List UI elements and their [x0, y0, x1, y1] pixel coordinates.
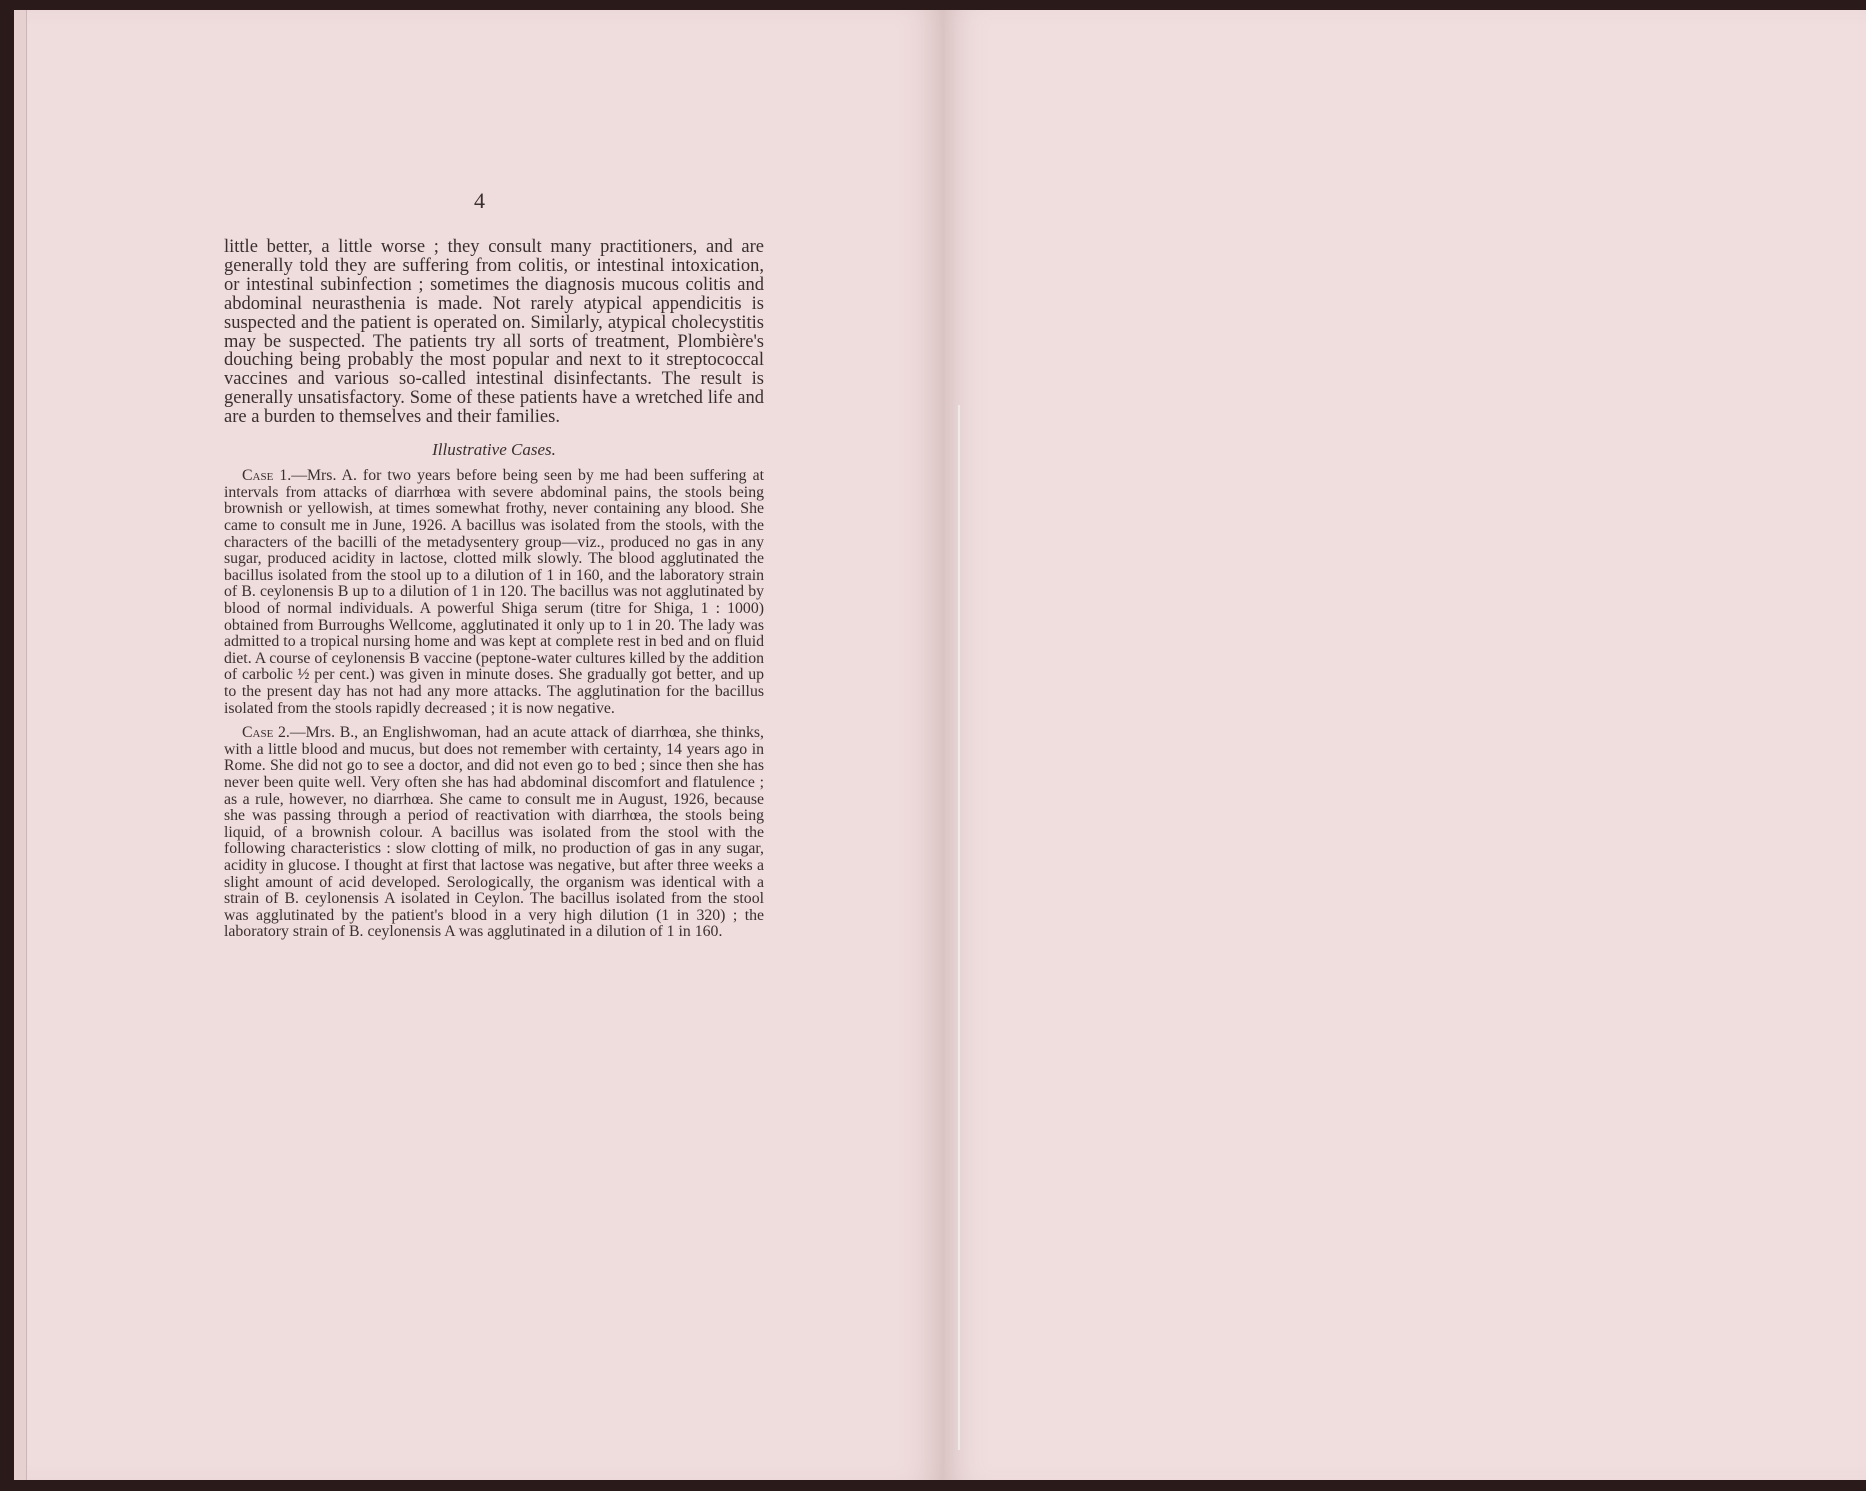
- case-2-text: —Mrs. B., an Englishwoman, had an acute attack of diarrhœa, she thinks, with a little blood and mucus, but does not remember with certainty, 14 years ago in Rome. She did not go to see a doctor, and did not even go to bed ; since then she has never been quite well. Very often she has had abdominal discomfort and flatulence ; as a rule, however, no diarrhœa. She came to consult me in August, 1926, because she was passing through a period of reactivation with diarrhœa, the stools being liquid, of a brownish colour. A bacillus was isolated from the stool with the following characteristics : slow clotting of milk, no production of gas in any sugar, acidity in glucose. I thought at first that lactose was negative, but after three weeks a slight amount of acid developed. Serologically, the organism was identical with a strain of B. ceylonensis A isolated in Ceylon. The bacillus isolated from the stool was agglutinated by the patient's blood in a very high dilution (1 in 320) ; the laboratory strain of B. ceylonensis A was agglutinated in a dilution of 1 in 160.: [224, 724, 764, 941]
- book-spread: [14, 10, 1866, 1480]
- binding-stitch: [957, 405, 961, 1450]
- page-number: 4: [474, 188, 485, 213]
- page-edge: [14, 10, 27, 1480]
- case-1-text: —Mrs. A. for two years before being seen by me had been suffering at intervals from attacks of diarrhœa with severe abdominal pains, the stools being brownish or yellowish, at times somewhat frothy, never containing any blood. She came to consult me in June, 1926. A bacillus was isolated from the stools, with the characters of the bacilli of the metadysentery group—viz., produced no gas in any sugar, produced acidity in lactose, clotted milk slowly. The blood agglutinated the bacillus isolated from the stool up to a dilution of 1 in 160, and the laboratory strain of B. ceylonensis B up to a dilution of 1 in 120. The bacillus was not agglutinated by blood of normal individuals. A powerful Shiga serum (titre for Shiga, 1 : 1000) obtained from Burroughs Wellcome, agglutinated it only up to 1 in 20. The lady was admitted to a tropical nursing home and was kept at complete rest in bed and on fluid diet. A course of ceylonensis B vaccine (peptone-water cultures killed by the addition of carbolic ½ per cent.) was given in minute doses. She gradually got better, and up to the present day has not had any more attacks. The agglutination for the bacillus isolated from the stools rapidly decreased ; it is now negative.: [224, 467, 765, 717]
- case-2-label: Case 2.: [242, 724, 290, 742]
- text-column: [224, 238, 764, 949]
- right-page: [944, 10, 1866, 1480]
- intro-paragraph: little better, a little worse ; they consult many practitioners, and are generally told they are suffering from colitis, or intestinal intoxication, or intestinal subinfection ; sometimes the diagnosis mucous colitis and abdominal neurasthenia is made. Not rarely atypical appendicitis is suspected and the patient is operated on. Similarly, atypical cholecystitis may be suspected. The patients try all sorts of treatment, Plombière's douching being probably the most popular and next to it streptococcal vaccines and various so-called intestinal disinfectants. The result is generally unsatisfactory. Some of these patients have a wretched life and are a burden to themselves and their families.: [224, 237, 764, 428]
- section-heading: Illustrative Cases.: [432, 440, 556, 460]
- case-1-paragraph: [224, 468, 764, 717]
- left-page: [14, 10, 944, 1480]
- case-1-label: Case 1.: [242, 467, 292, 485]
- case-2-paragraph: [224, 725, 764, 941]
